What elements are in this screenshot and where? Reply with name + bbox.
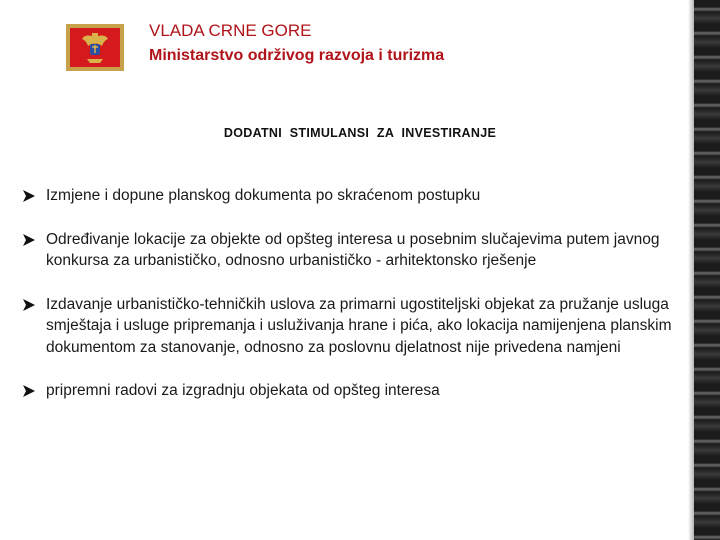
bullet-text: pripremni radovi za izgradnju objekata od opšteg interesa: [46, 382, 440, 399]
arrow-bullet-icon: [22, 298, 36, 312]
government-title: VLADA CRNE GORE: [149, 21, 312, 40]
bullet-text: Određivanje lokacije za objekte od opšteg interesa u posebnim slučajevima putem javnog konkursa za urbanističko, odnosno urbanističko - arhitektonsko rješenje: [46, 230, 660, 269]
montenegro-flag-icon: [66, 24, 124, 71]
bullet-item: [22, 380, 702, 402]
bullet-text: Izmjene i dopune planskog dokumenta po skraćenom postupku: [46, 187, 481, 204]
bullet-item: [22, 294, 702, 359]
arrow-bullet-icon: [22, 384, 36, 398]
bullet-list: [22, 185, 702, 402]
bullet-item: [22, 229, 702, 272]
arrow-bullet-icon: [22, 233, 36, 247]
arrow-bullet-icon: [22, 189, 36, 203]
decorative-right-edge: [694, 0, 720, 540]
bullet-text: Izdavanje urbanističko-tehničkih uslova za primarni ugostiteljski objekat za pružanje usluga smještaja i usluge pripremanja i usluživanja hrane i pića, ako lokacija namijenjena planskim dokumentom za stanovanje, odnosno za poslovnu djelatnost nije privedena namjeni: [46, 295, 672, 356]
bullet-item: [22, 185, 702, 207]
section-heading: DODATNI STIMULANSI ZA INVESTIRANJE: [223, 126, 497, 140]
ministry-subtitle: Ministarstvo održivog razvoja i turizma: [149, 47, 445, 64]
